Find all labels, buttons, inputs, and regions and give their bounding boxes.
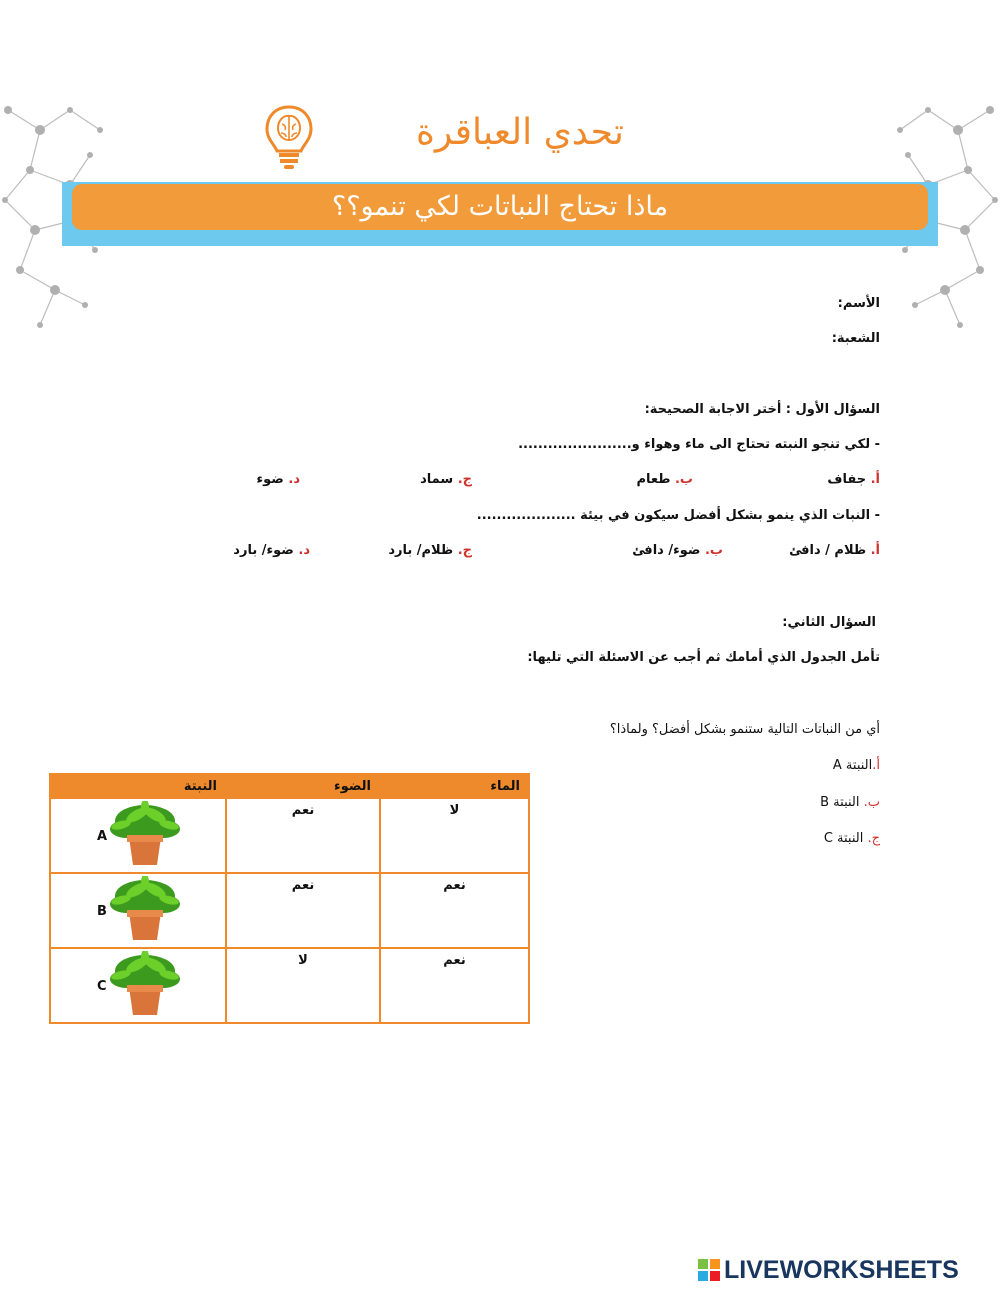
- option-letter: د.: [288, 472, 300, 487]
- option-text: ضوء/ بارد: [233, 543, 299, 558]
- option-letter: أ.: [870, 472, 880, 487]
- choice-text: النبتة B: [820, 795, 864, 810]
- q2-question: أي من النباتات التالية ستنمو بشكل أفضل؟ ولماذا؟: [609, 722, 880, 737]
- option-text: ضوء/ دافئ: [632, 543, 705, 558]
- plant-cell: [50, 873, 226, 948]
- option-text: جفاف: [827, 472, 871, 487]
- option-text: ظلام / دافئ: [789, 543, 871, 558]
- option-text: ظلام/ بارد: [388, 543, 458, 558]
- option-letter: أ.: [870, 543, 880, 558]
- q1-item1-option-b[interactable]: [636, 472, 693, 487]
- q1-item2-stem: - النبات الذي ينمو بشكل أفضل سيكون في بيئة ....................: [476, 508, 880, 523]
- light-cell: لا: [226, 948, 380, 1023]
- q1-item2-option-a[interactable]: [789, 543, 880, 558]
- option-text: طعام: [636, 472, 675, 487]
- plant-label: C: [97, 979, 107, 994]
- plants-table: [49, 773, 530, 1024]
- page-title: تحدي العباقرة: [416, 112, 624, 153]
- q1-item2-option-d[interactable]: [233, 543, 310, 558]
- brain-lightbulb-icon: [264, 104, 314, 170]
- water-cell: لا: [380, 798, 529, 873]
- option-letter: ج.: [457, 472, 472, 487]
- plant-cell: [50, 948, 226, 1023]
- header-plant: النبتة: [50, 774, 226, 798]
- plant-label: B: [97, 904, 107, 919]
- q1-item1-option-d[interactable]: [256, 472, 300, 487]
- logo-text: LIVEWORKSHEETS: [724, 1256, 959, 1284]
- logo-badge-icon: [698, 1259, 720, 1281]
- q2-instruction: تأمل الجدول الذي أمامك ثم أجب عن الاسئلة التي تليها:: [527, 650, 880, 665]
- q2-choice-c[interactable]: [824, 831, 880, 846]
- option-text: سماد: [420, 472, 458, 487]
- table-row: [50, 948, 529, 1023]
- option-text: ضوء: [256, 472, 289, 487]
- q1-item1-stem: - لكي تنجو النبته تحتاج الى ماء وهواء و.......................: [518, 437, 880, 452]
- header-light: الضوء: [226, 774, 380, 798]
- plant-label: A: [97, 829, 108, 844]
- table-row: [50, 873, 529, 948]
- q1-item1-option-c[interactable]: [420, 472, 472, 487]
- name-label: الأسم:: [837, 296, 880, 311]
- potted-plant-icon: [107, 951, 183, 1017]
- plant-cell: [50, 798, 226, 873]
- choice-letter: أ.: [872, 758, 880, 773]
- option-letter: ب.: [704, 543, 723, 558]
- choice-letter: ب.: [863, 795, 880, 810]
- light-cell: نعم: [226, 798, 380, 873]
- water-cell: نعم: [380, 948, 529, 1023]
- q1-item1-option-a[interactable]: [827, 472, 880, 487]
- q1-item2-option-c[interactable]: [388, 543, 472, 558]
- potted-plant-icon: [107, 801, 183, 867]
- q2-heading: السؤال الثاني:: [782, 615, 876, 630]
- option-letter: ج.: [457, 543, 472, 558]
- option-letter: د.: [298, 543, 310, 558]
- potted-plant-icon: [107, 876, 183, 942]
- header-water: الماء: [380, 774, 529, 798]
- water-cell: نعم: [380, 873, 529, 948]
- section-label: الشعبة:: [831, 331, 880, 346]
- option-letter: ب.: [674, 472, 693, 487]
- choice-text: النبتة A: [832, 758, 873, 773]
- table-row: [50, 798, 529, 873]
- q2-choice-a[interactable]: [833, 758, 880, 773]
- q1-heading: السؤال الأول : أختر الاجابة الصحيحة:: [644, 402, 880, 417]
- choice-letter: ج.: [867, 831, 880, 846]
- choice-text: النبتة C: [823, 831, 868, 846]
- q2-choice-b[interactable]: [820, 795, 880, 810]
- banner-title: ماذا تحتاج النباتات لكي تنمو؟؟: [331, 191, 669, 222]
- light-cell: نعم: [226, 873, 380, 948]
- q1-item2-option-b[interactable]: [632, 543, 723, 558]
